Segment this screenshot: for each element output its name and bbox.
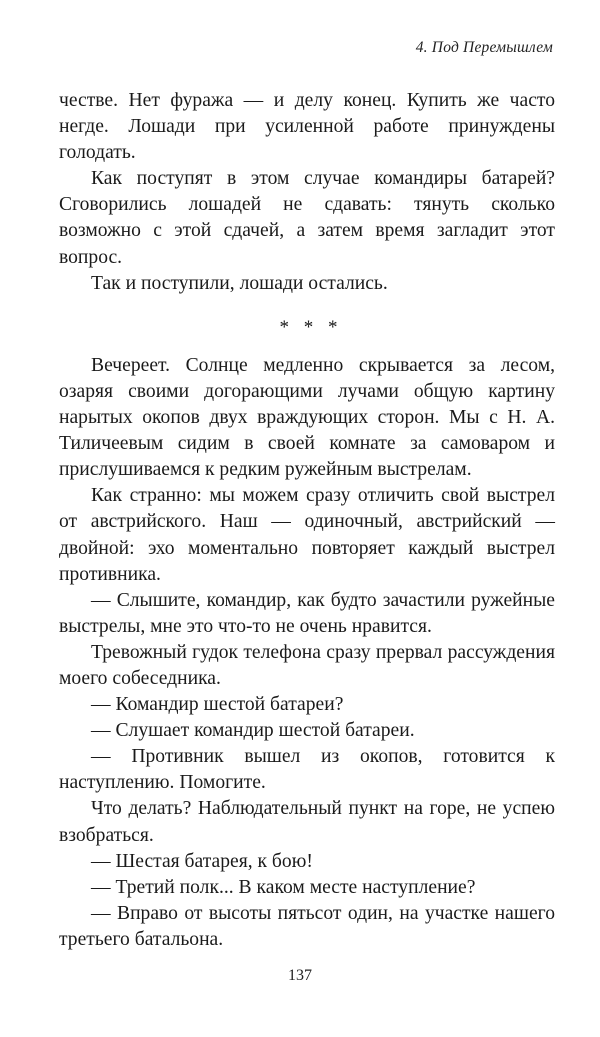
paragraph: — Противник вышел из окопов, готовится к наступлению. Помогите. [59,746,555,794]
main-text [59,88,555,953]
paragraph: Вечереет. Солнце медленно скрывается за лесом, озаряя своими догорающими лучами общую картину нарытых окопов двух враждующих сторон. Мы с Н. А. Тиличеевым сидим в своей комнате за самоваром и прислушиваемся к редким ружейным выстрелам. [59,354,555,481]
paragraph: Как поступят в этом случае командиры батарей? Сговорились лошадей не сдавать: тянуть сколько возможно с этой сдачей, а затем время загладит этот вопрос. [59,168,555,268]
paragraph: — Третий полк... В каком месте наступление? [91,876,476,898]
paragraph: — Командир шестой батареи? [91,694,344,716]
paragraph: — Вправо от высоты пятьсот один, на участке нашего третьего батальона. [59,902,555,950]
paragraph: честве. Нет фуража — и делу конец. Купить же часто негде. Лошади при усиленной работе принуждены голодать. [59,90,555,164]
section-separator: * * * [279,316,343,338]
paragraph: — Слушает командир шестой батареи. [91,720,415,742]
paragraph: Тревожный гудок телефона сразу прервал рассуждения моего собеседника. [59,641,555,689]
page-number: 137 [288,967,312,984]
paragraph: Так и поступили, лошади остались. [91,272,388,294]
paragraph: — Шестая батарея, к бою! [91,850,313,872]
paragraph: — Слышите, командир, как будто зачастили ружейные выстрелы, мне это что-то не очень нравится. [59,589,555,637]
paragraph: Как странно: мы можем сразу отличить свой выстрел от австрийского. Наш — одиночный, австрийский — двойной: эхо моментально повторяет каждый выстрел противника. [59,485,555,585]
paragraph: Что делать? Наблюдательный пункт на горе, не успею взобраться. [59,798,555,846]
running-header: 4. Под Перемышлем [415,39,553,56]
